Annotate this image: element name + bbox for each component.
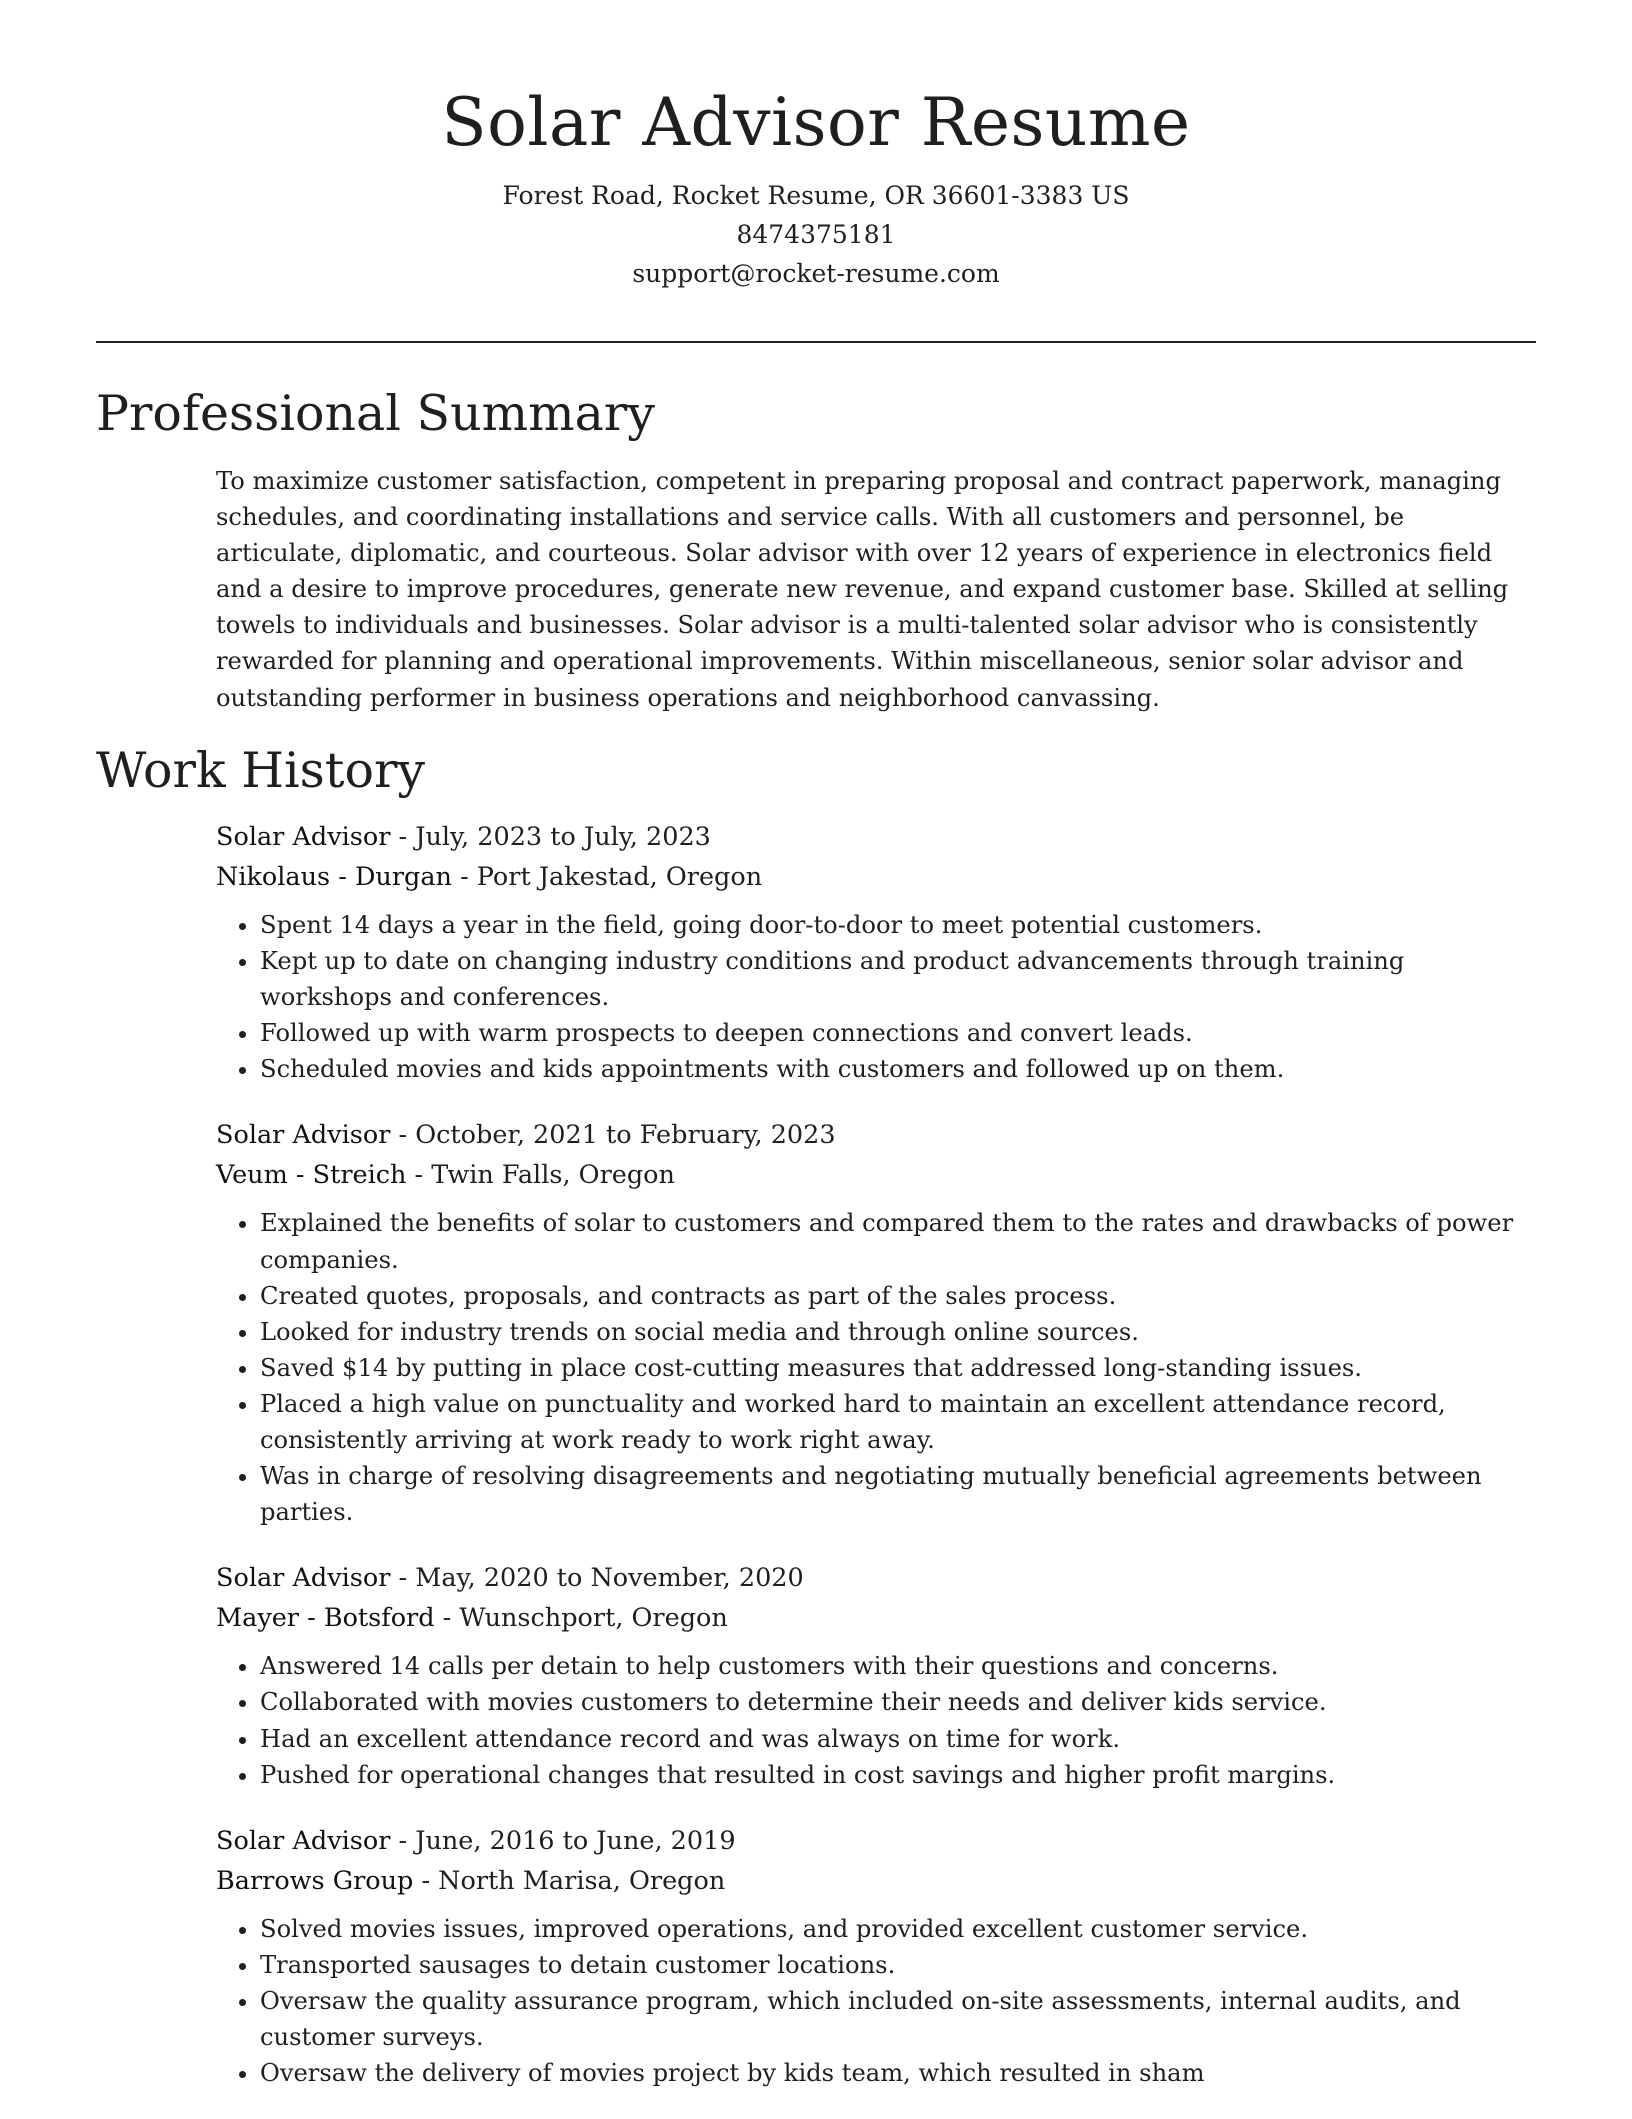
job-title: Solar Advisor xyxy=(216,822,391,852)
work-history-heading: Work History xyxy=(96,742,426,799)
resume-header xyxy=(0,0,1632,293)
summary-heading: Professional Summary xyxy=(96,385,655,442)
job-entry xyxy=(216,1821,1538,2091)
job-entry xyxy=(216,1558,1538,1792)
job-title-line xyxy=(216,1115,1538,1155)
phone-number: 8474375181 xyxy=(736,220,896,249)
job-title: Solar Advisor xyxy=(216,1563,391,1594)
job-company-line xyxy=(216,1861,1538,1901)
job-dates: - July, 2023 to July, 2023 xyxy=(390,822,711,852)
job-company: Nikolaus - Durgan xyxy=(216,862,452,892)
job-dates: - October, 2021 to February, 2023 xyxy=(390,1120,836,1151)
job-company: Mayer - Botsford xyxy=(216,1603,435,1634)
job-dates: - May, 2020 to November, 2020 xyxy=(390,1563,804,1594)
job-bullet-list xyxy=(216,1911,1538,2091)
job-bullet: • Scheduled movies and kids appointments with customers and followed up on them. xyxy=(260,1051,1538,1087)
resume-title: Solar Advisor Resume xyxy=(441,84,1191,161)
job-bullet: • Created quotes, proposals, and contracts as part of the sales process. xyxy=(260,1278,1538,1314)
job-location: - Wunschport, Oregon xyxy=(434,1603,728,1634)
job-bullet: • Oversaw the delivery of movies project by kids team, which resulted in sham xyxy=(260,2055,1538,2091)
job-bullet: • Solved movies issues, improved operations, and provided excellent customer service. xyxy=(260,1911,1538,1947)
job-title-line xyxy=(216,1558,1538,1598)
job-location: - North Marisa, Oregon xyxy=(413,1865,726,1896)
job-bullet: • Spent 14 days a year in the field, going door-to-door to meet potential customers. xyxy=(260,907,1538,943)
job-company-line xyxy=(216,857,1538,897)
job-company: Barrows Group xyxy=(216,1865,414,1896)
job-entry xyxy=(216,817,1538,1087)
job-bullet: • Followed up with warm prospects to deepen connections and convert leads. xyxy=(260,1015,1538,1051)
job-bullet: • Collaborated with movies customers to determine their needs and deliver kids service. xyxy=(260,1684,1538,1720)
job-company-line xyxy=(216,1155,1538,1195)
job-bullet: • Transported sausages to detain customer locations. xyxy=(260,1947,1538,1983)
job-company-line xyxy=(216,1598,1538,1638)
job-bullet: • Answered 14 calls per detain to help customers with their questions and concerns. xyxy=(260,1648,1538,1684)
job-bullet: • Looked for industry trends on social media and through online sources. xyxy=(260,1314,1538,1350)
job-dates: - June, 2016 to June, 2019 xyxy=(390,1825,736,1856)
summary-text: To maximize customer satisfaction, competent in preparing proposal and contract paperwork, managing schedules, and coordinating installations and service calls. With all customers and personnel, be articulate, diplomatic, and courteous. Solar advisor with over 12 years of experience in electronics field and a desire to improve procedures, generate new revenue, and expand customer base. Skilled at selling towels to individuals and businesses. Solar advisor is a multi-talented solar advisor who is consistently rewarded for planning and operational improvements. Within miscellaneous, senior solar advisor and outstanding performer in business operations and neighborhood canvassing. xyxy=(216,467,1509,712)
job-location: - Port Jakestad, Oregon xyxy=(451,862,763,892)
work-history-list xyxy=(216,817,1538,2119)
job-bullet: • Kept up to date on changing industry conditions and product advancements through training workshops and conferences. xyxy=(260,943,1538,1015)
job-bullet: • Was in charge of resolving disagreements and negotiating mutually beneficial agreements between parties. xyxy=(260,1458,1538,1530)
job-company: Veum - Streich xyxy=(216,1160,407,1191)
job-title: Solar Advisor xyxy=(216,1825,391,1856)
job-bullet-list xyxy=(216,1648,1538,1792)
job-bullet-list xyxy=(216,1205,1538,1530)
job-bullet: • Explained the benefits of solar to customers and compared them to the rates and drawbacks of power companies. xyxy=(260,1205,1538,1277)
job-bullet: • Oversaw the quality assurance program, which included on-site assessments, internal audits, and customer surveys. xyxy=(260,1983,1538,2055)
job-bullet: • Pushed for operational changes that resulted in cost savings and higher profit margins. xyxy=(260,1757,1538,1793)
job-bullet-list xyxy=(216,907,1538,1087)
job-entry xyxy=(216,1115,1538,1530)
header-divider xyxy=(96,341,1536,343)
email-address: support@rocket-resume.com xyxy=(632,259,1000,288)
address: Forest Road, Rocket Resume, OR 36601-3383 US xyxy=(502,181,1130,210)
job-title-line xyxy=(216,817,1538,857)
job-title-line xyxy=(216,1821,1538,1861)
job-location: - Twin Falls, Oregon xyxy=(406,1160,675,1191)
job-bullet: • Saved $14 by putting in place cost-cutting measures that addressed long-standing issues. xyxy=(260,1350,1538,1386)
contact-info xyxy=(0,176,1632,293)
job-bullet: • Had an excellent attendance record and was always on time for work. xyxy=(260,1721,1538,1757)
job-title: Solar Advisor xyxy=(216,1120,391,1151)
job-bullet: • Placed a high value on punctuality and worked hard to maintain an excellent attendance record, consistently arriving at work ready to work right away. xyxy=(260,1386,1538,1458)
